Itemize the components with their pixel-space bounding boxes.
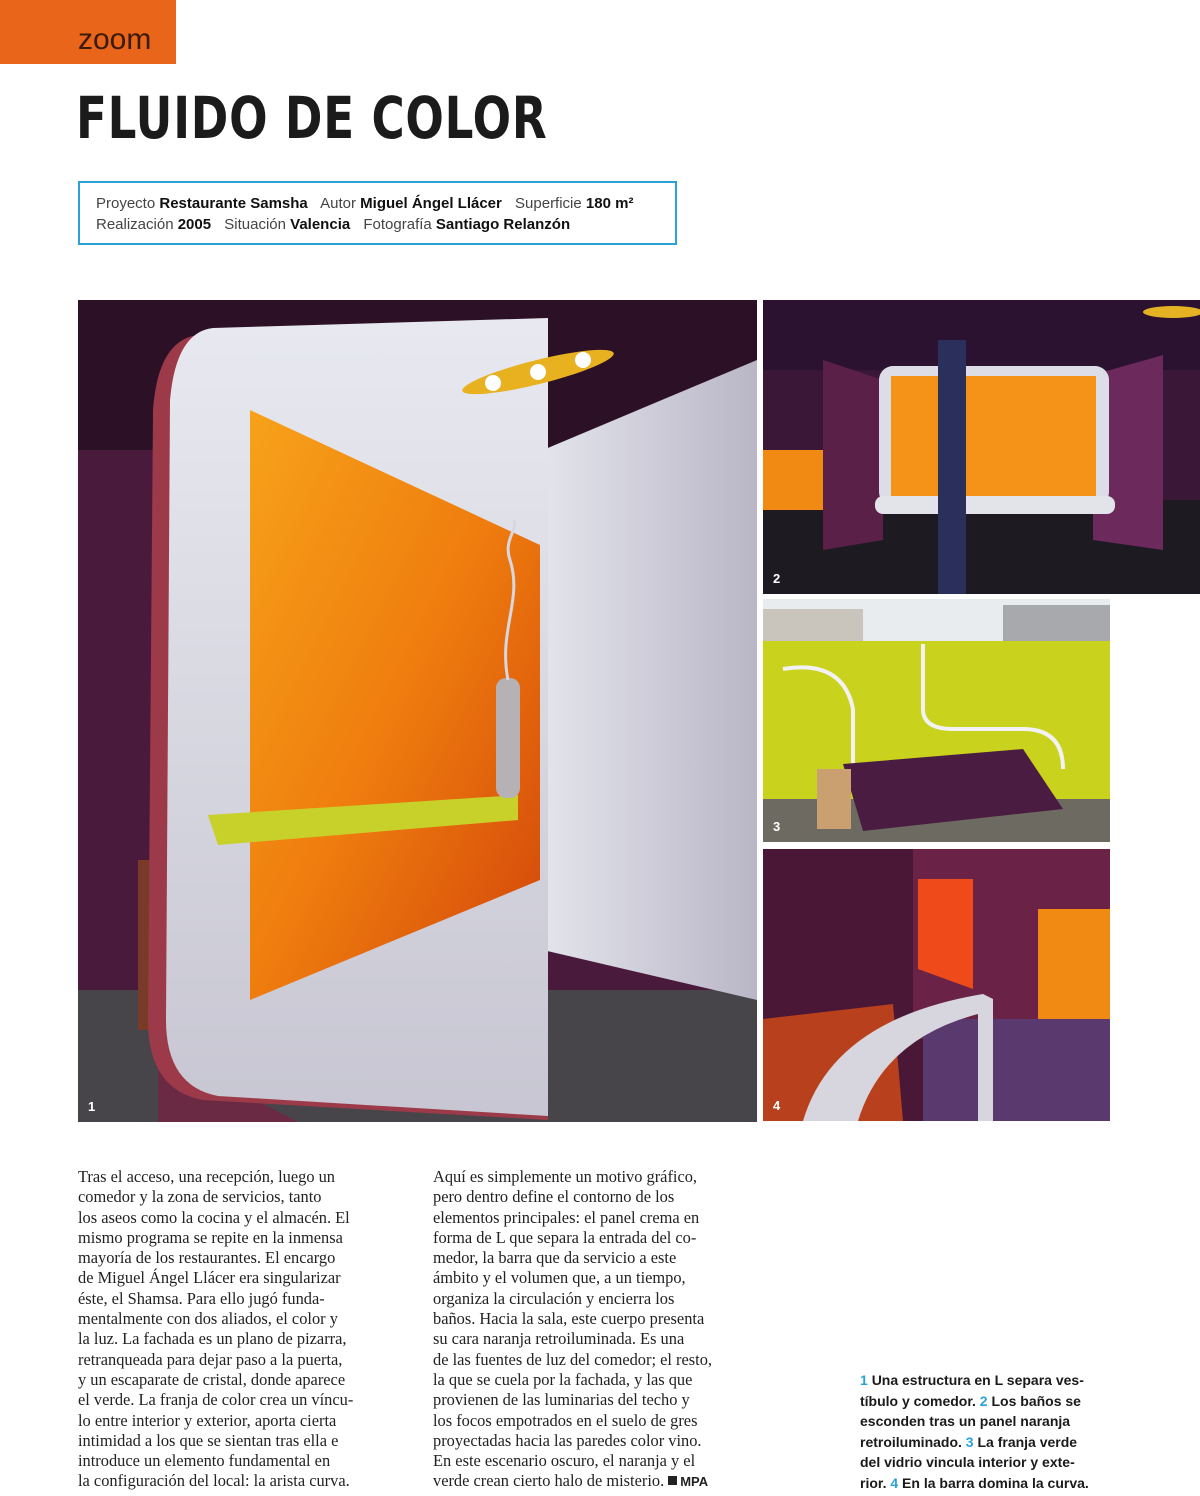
body-line: intimidad a los que se sientan tras ella e (78, 1430, 339, 1450)
photo-number: 1 (88, 1099, 96, 1114)
body-line: En este escenario oscuro, el naranja y el (433, 1451, 696, 1471)
photo-1-reception-panel (78, 300, 757, 1122)
photo-number: 2 (773, 571, 781, 586)
caption-text: La franja verde (977, 1433, 1078, 1450)
caption-line (860, 1473, 1120, 1494)
credit-label: Proyecto (96, 195, 156, 212)
body-line: Tras el acceso, una recepción, luego un (78, 1167, 335, 1186)
credits-line-2 (96, 214, 675, 235)
photo-number: 3 (773, 819, 781, 834)
body-line: y un escaparate de cristal, donde aparece (78, 1369, 346, 1389)
caption-number: 2 (979, 1392, 988, 1409)
body-line: medor, la barra que da servicio a este (433, 1248, 677, 1268)
credit-label: Situación (224, 216, 286, 233)
section-tag-label: zoom (78, 23, 152, 56)
caption-text: del vidrio vincula interior y exte- (860, 1454, 1075, 1470)
photo-captions (860, 1370, 1120, 1493)
caption-text: En la barra domina la curva. (902, 1474, 1089, 1491)
body-line: su cara naranja retroiluminada. Es una (433, 1329, 685, 1349)
credit-label: Superficie (515, 195, 582, 212)
credit-value: Restaurante Samsha (159, 195, 308, 212)
caption-line (860, 1432, 1120, 1453)
credit-value: Valencia (290, 216, 351, 233)
body-line: ámbito y el volumen que, a un tiempo, (433, 1268, 686, 1288)
photo-number: 4 (773, 1098, 781, 1113)
caption-line (860, 1452, 1120, 1473)
caption-line (860, 1370, 1120, 1391)
body-line: éste, el Shamsa. Para ello jugó funda- (78, 1288, 325, 1308)
caption-text: retroiluminado. (860, 1433, 962, 1450)
caption-text: rior. (860, 1474, 887, 1491)
body-line: el verde. La franja de color crea un víncu- (78, 1390, 354, 1410)
body-line: organiza la circulación y encierra los (433, 1288, 675, 1308)
body-line: los aseos como la cocina y el almacén. El (78, 1207, 350, 1227)
body-line: la luz. La fachada es un plano de pizarra, (78, 1329, 347, 1349)
credit-value: 2005 (177, 216, 212, 233)
body-line: baños. Hacia la sala, este cuerpo presenta (433, 1309, 705, 1329)
caption-text: tíbulo y comedor. (860, 1392, 976, 1409)
body-line: elementos principales: el panel crema en (433, 1207, 700, 1227)
body-line: proyectadas hacia las paredes color vino. (433, 1430, 702, 1450)
credit-label: Fotografía (363, 216, 432, 233)
body-line: retranqueada para dejar paso a la puerta, (78, 1349, 343, 1369)
credit-value: 180 m² (585, 195, 634, 212)
credit-label: Autor (320, 195, 356, 212)
credit-label: Realización (96, 216, 174, 233)
end-square-icon (668, 1476, 677, 1485)
body-line: Aquí es simplemente un motivo gráfico, (433, 1167, 698, 1186)
body-line: lo entre interior y exterior, aporta cierta (78, 1410, 337, 1430)
caption-text: Los baños se (991, 1392, 1081, 1409)
body-line: la que se cuela por la fachada, y las que (433, 1369, 693, 1389)
caption-number: 3 (965, 1433, 974, 1450)
body-line: pero dentro define el contorno de los (433, 1187, 675, 1207)
body-line: la configuración del local: la arista curva. (78, 1471, 350, 1491)
body-line: mentalmente con dos aliados, el color y (78, 1309, 338, 1329)
body-last-text: verde crean cierto halo de misterio. (433, 1471, 665, 1491)
body-line: mismo programa se repite en la inmensa (78, 1227, 343, 1247)
section-tag (0, 0, 176, 64)
credits-box (78, 181, 677, 245)
body-line: de las fuentes de luz del comedor; el resto, (433, 1349, 712, 1369)
author-signature: MPA (680, 1474, 709, 1490)
caption-text: esconden tras un panel naranja (860, 1413, 1071, 1429)
body-line: mayoría de los restaurantes. El encargo (78, 1248, 336, 1268)
body-line: comedor y la zona de servicios, tanto (78, 1187, 322, 1207)
caption-number: 4 (890, 1474, 899, 1491)
body-column-1 (78, 1167, 408, 1492)
article-title: FLUIDO DE COLOR (76, 84, 548, 152)
photo-2-backlit-panel (763, 300, 1200, 594)
caption-line (860, 1411, 1120, 1432)
body-line: de Miguel Ángel Llácer era singularizar (78, 1268, 341, 1288)
credits-line-1 (96, 193, 675, 214)
body-line: provienen de las luminarias del techo y (433, 1390, 690, 1410)
photo-3-green-facade (763, 599, 1110, 842)
credit-value: Miguel Ángel Llácer (360, 195, 502, 212)
body-line: introduce un elemento fundamental en (78, 1451, 331, 1471)
body-line: forma de L que separa la entrada del co- (433, 1227, 697, 1247)
caption-line (860, 1391, 1120, 1412)
caption-number: 1 (860, 1372, 868, 1388)
photo-4-curved-bar (763, 849, 1110, 1121)
body-column-2 (433, 1167, 763, 1493)
credit-value: Santiago Relanzón (435, 216, 571, 233)
body-line-last (433, 1471, 763, 1492)
body-line: los focos empotrados en el suelo de gres (433, 1410, 698, 1430)
caption-text: Una estructura en L separa ves- (871, 1372, 1084, 1388)
